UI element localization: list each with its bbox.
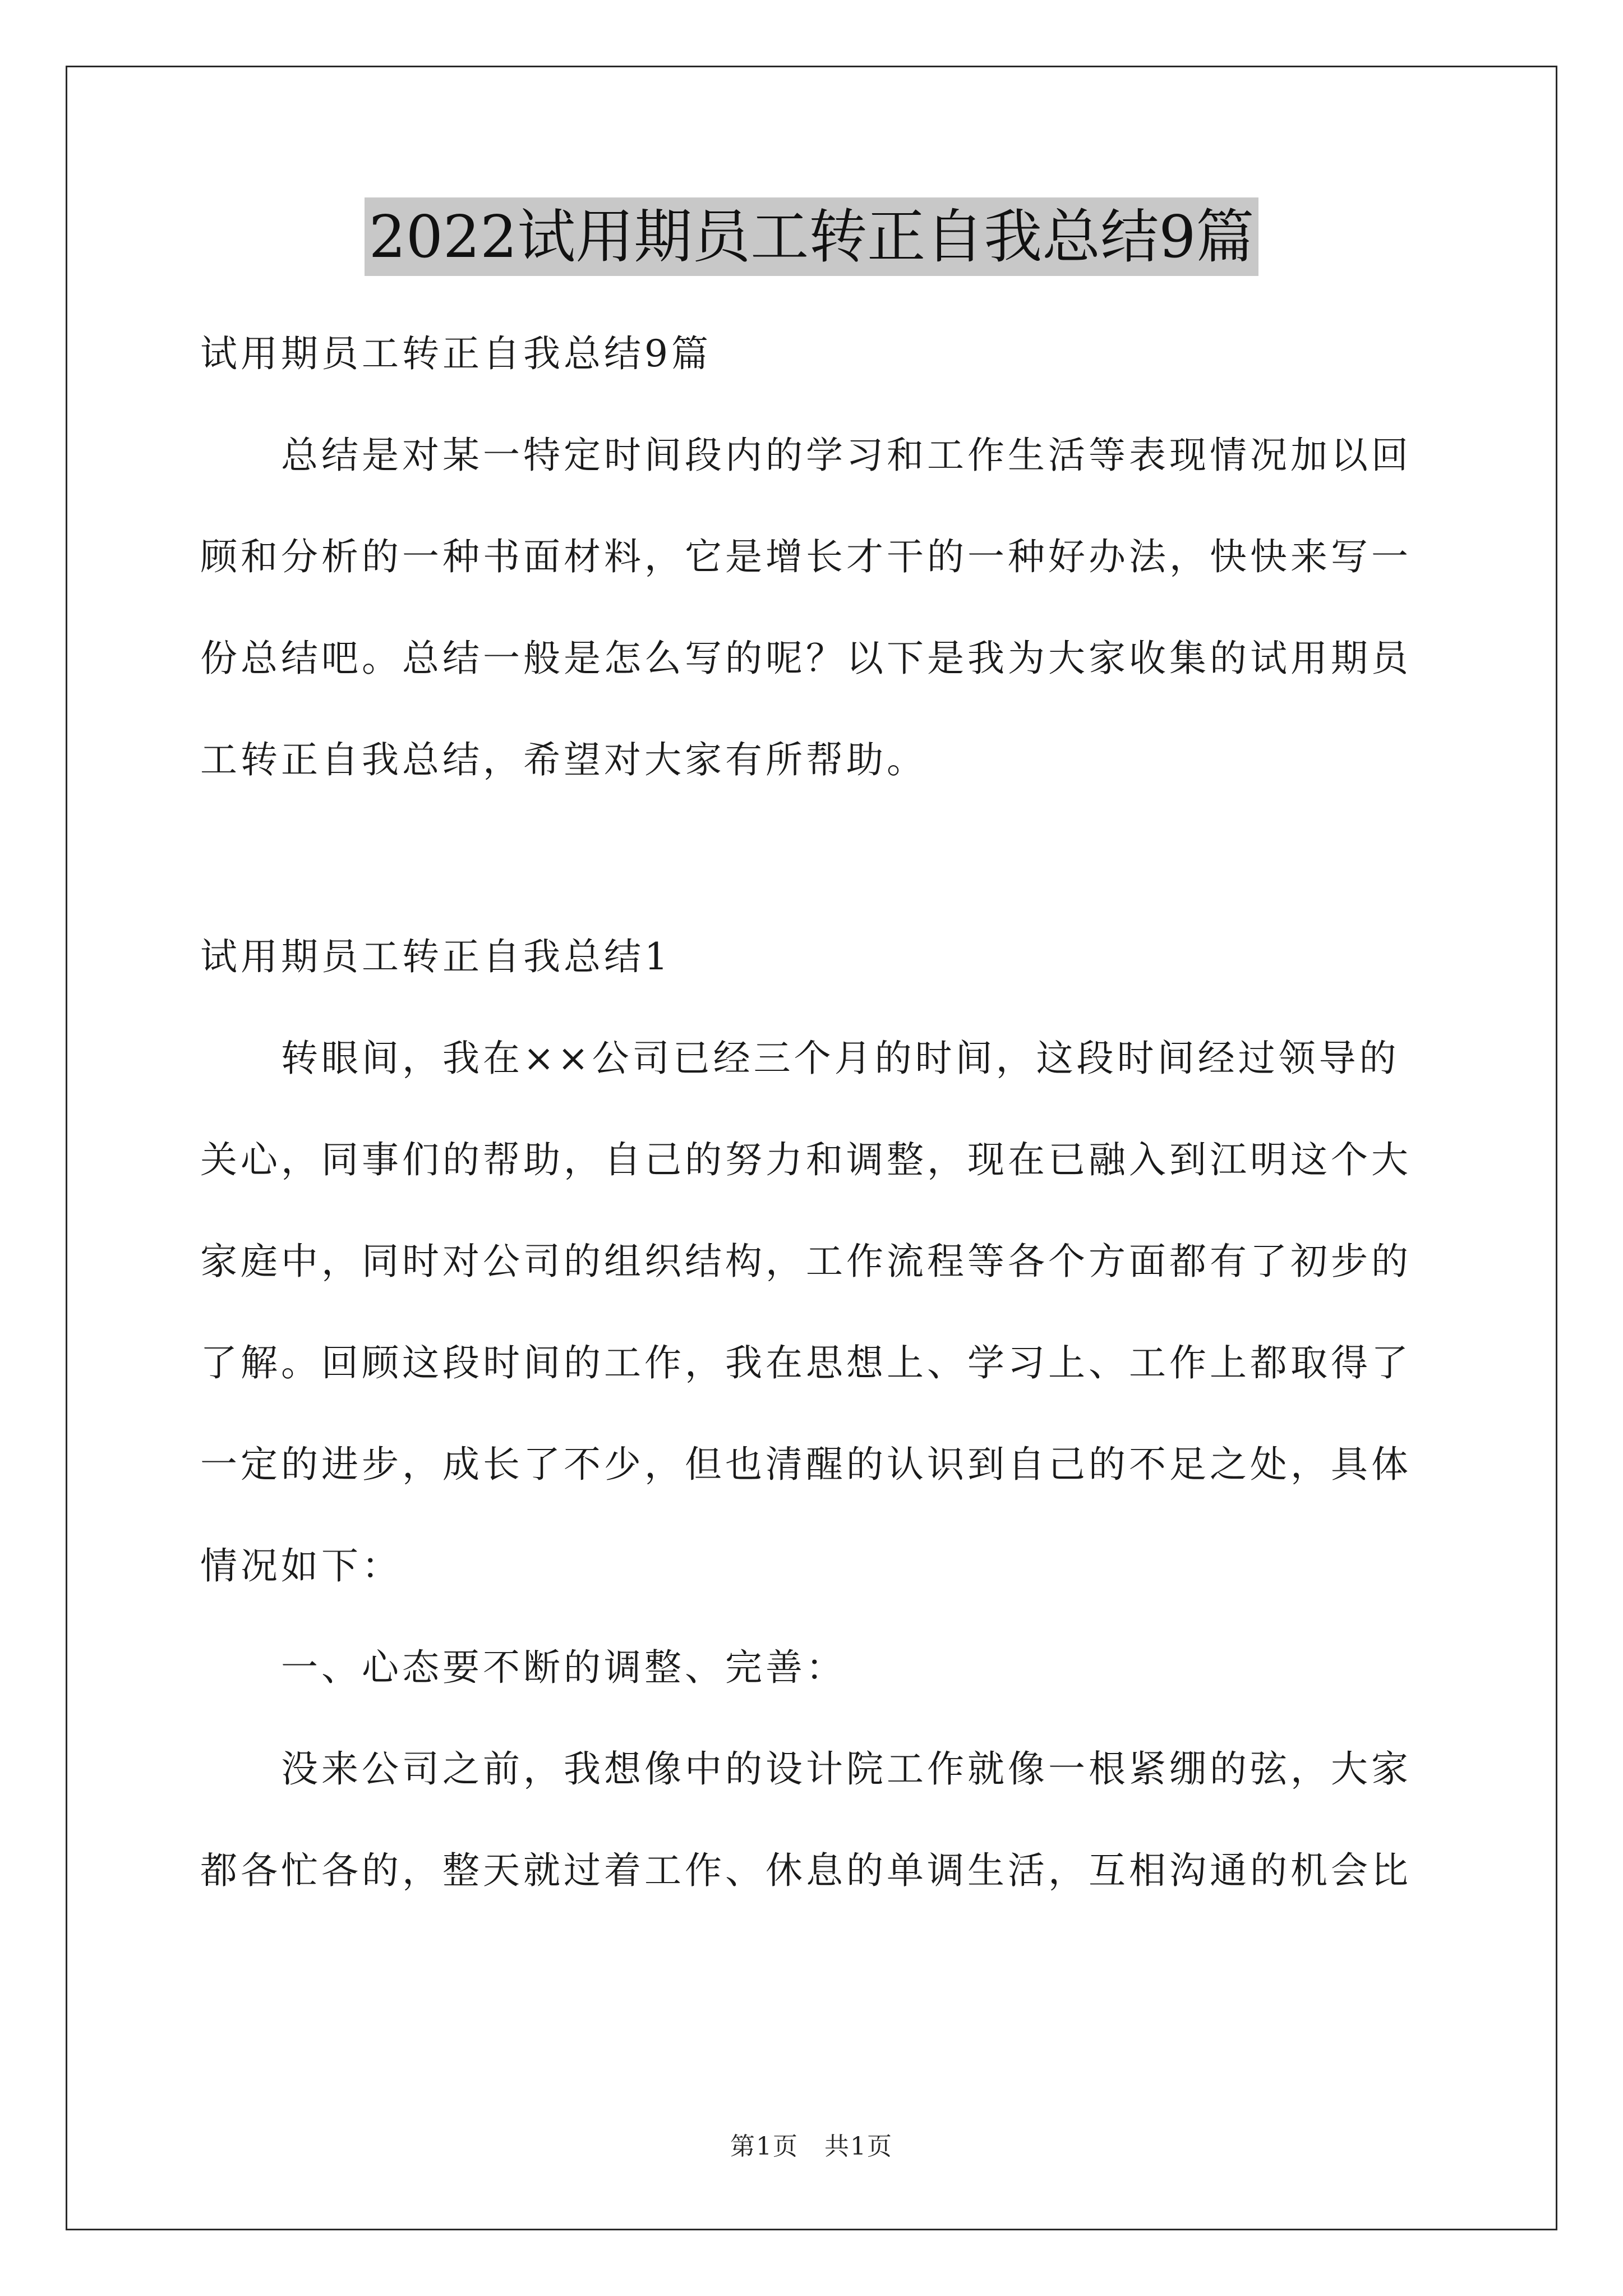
document-body (200, 303, 1428, 1921)
section-heading: 试用期员工转正自我总结1 (200, 935, 671, 978)
intro-paragraph: 总结是对某一特定时间段内的学习和工作生活等表现情况加以回顾和分析的一种书面材料，它是增长才干的一种好办法，快快来写一份总结吧。总结一般是怎么写的呢？以下是我为大家收集的试用期员工转正自我总结，希望对大家有所帮助。 (200, 434, 1412, 781)
title-container (0, 197, 1623, 276)
point-heading-1: 一、心态要不断的调整、完善： (281, 1646, 846, 1689)
section-paragraph-1: 转眼间，我在××公司已经三个月的时间，这段时间经过领导的关心，同事们的帮助，自己的努力和调整，现在已融入到江明这个大家庭中，同时对公司的组织结构，工作流程等各个方面都有了初步的了解。回顾这段时间的工作，我在思想上、学习上、工作上都取得了一定的进步，成长了不少，但也清醒的认识到自己的不足之处，具体情况如下： (200, 1037, 1412, 1588)
section-paragraph-2: 没来公司之前，我想像中的设计院工作就像一根紧绷的弦，大家都各忙各的，整天就过着工作、休息的单调生活，互相沟通的机会比 (200, 1747, 1412, 1892)
document-title: 2022试用期员工转正自我总结9篇 (365, 197, 1259, 276)
page-footer: 第1页 共1页 (730, 2132, 893, 2161)
document-subtitle: 试用期员工转正自我总结9篇 (200, 332, 712, 375)
